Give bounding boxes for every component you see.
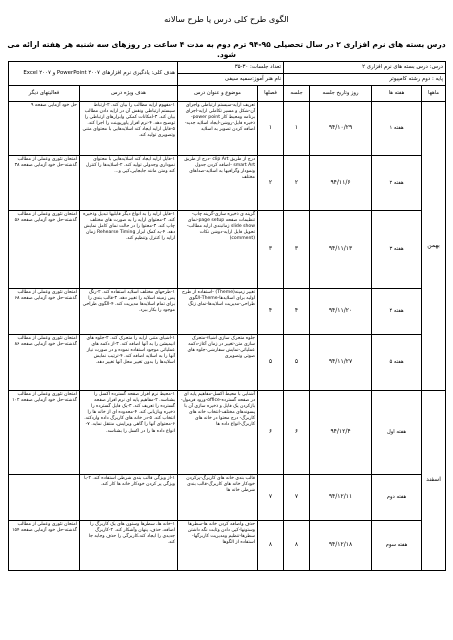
header-chapter: فصلها — [258, 86, 284, 102]
activities-cell: امتحان تئوری وعملی از مطالب گذشته-حل خود آزمایی صفحه ۱۰۲ — [9, 391, 80, 475]
table-header-row — [9, 86, 446, 102]
table-row — [9, 335, 446, 391]
topic-cell: گزینه ی ذخیره سازی-گزینه چاپ-تنظیمات صفحه page setup-نمای slide show زمانبندی ارایه مطالب-تحویل فایل ارایه-دوشن نکات (comment) — [178, 211, 258, 289]
session-cell: ۱ — [284, 102, 310, 156]
date-cell: ۹۴/۱۲/۱۸ — [310, 521, 372, 571]
header-activities: فعالیتهای دیگر — [9, 86, 80, 102]
chapter-cell: ۵ — [258, 335, 284, 391]
session-cell: ۸ — [284, 521, 310, 571]
grade-level: پایه : دوم رشته کامپیوتر — [284, 74, 446, 86]
course-name: درس: درس بسته های نرم افزاری ۲ — [284, 62, 446, 74]
week-cell: هفته دوم — [372, 475, 422, 521]
session-count: تعداد جلسات: ۳۰-۳۵ — [178, 62, 284, 74]
week-cell: هفته ۱ — [372, 102, 422, 156]
table-row — [9, 289, 446, 335]
date-cell: ۹۴/۱۱/۲۷ — [310, 335, 372, 391]
objective-cell: ۱-مفهوم ارایه مطالب را بیان کند. ۲-ارتباط سیستم ارتباطی ونقش آن در ارایه دادن مطالب بیان کند. ۳-امکانات کمکی وابزارهای ارتباطی را توضیح دهد. ۴-نرم افزار پاورپوینت را اجرا کند. ۵-قابل ارایه ایجاد کند اسلایدهایی با محتوای متنی وتصویری تولید کند. — [80, 102, 178, 156]
chapter-cell: ۳ — [258, 211, 284, 289]
lesson-plan-table — [8, 61, 446, 571]
session-cell: ۷ — [284, 475, 310, 521]
session-cell: ۵ — [284, 335, 310, 391]
activities-cell: امتحان تئوری وعملی از مطالب گذشته-حل خود آزمایی صفحه ۵۶ — [9, 211, 80, 289]
chapter-cell: ۱ — [258, 102, 284, 156]
date-cell: ۹۴/۱۱/۱۳ — [310, 211, 372, 289]
table-row — [9, 475, 446, 521]
chapter-cell: ۲ — [258, 156, 284, 211]
header-week: هفته ها — [372, 86, 422, 102]
header-objective: هدف ویژه درس — [80, 86, 178, 102]
objective-cell: ۱-از ویژگی قالب بندی شرطی استفاده کند. ۲-با ویژگی پر کردن خودکار خانه ها کار کند. — [80, 475, 178, 521]
table-row — [9, 211, 446, 289]
session-cell: ۳ — [284, 211, 310, 289]
date-cell: ۹۴/۱۲/۴ — [310, 391, 372, 475]
date-cell: ۹۴/۱۲/۱۱ — [310, 475, 372, 521]
objective-cell: ۱-محیط نرم افزار صفحه گسترده اکسل را بشناسد. ۲-مفاهیم پایه ای نرم افزار صفحه گسترده را تعریف کند. ۳-یک فایل گسترده را ذخیره وبازیابی کند. ۴-محدوده ای از خانه ها را انتخاب کند. ۵-در خانه های کاربرگ داده واردکند. ۶-محتوای آنها را گاهی ویرایش، منتقل نماید. ۷-انواع داده ها را در اکسل را بشناسد. — [80, 391, 178, 475]
month-cell-esfand: اسفند — [422, 391, 446, 571]
date-cell: ۹۴/۱۱/۶ — [310, 156, 372, 211]
topic-cell: تغییر زمینه(Theme) -استفاده از طرح اولیه برای اسلایدها-Theme-الگوی طراحی-مدیریت اسلایدها-نمای زنگ — [178, 289, 258, 335]
topic-cell: حذف واضافه کردن خانه ها-سطرها وستونها-کپی دادن وثابت نگه داشتن سطرها-تنظیم ومدیریت کاربرگها-استفاده از الگوها — [178, 521, 258, 571]
week-cell: هفته ۲ — [372, 156, 422, 211]
topic-cell: درج از طریق clip Art -درج از طریق smart Art -اضافه کردن جدول ونمودار وگرافیها به اسلاید-صداهای مختلف — [178, 156, 258, 211]
table-row — [9, 521, 446, 571]
teacher-name: نام هنر آموز:سمیه سیفی — [178, 74, 284, 86]
activities-cell: امتحان تئوری وعملی از مطالب گذشته-حل خود آزمایی صفحه ۱۵۴ — [9, 521, 80, 571]
page-title: الگوی طرح کلی درس یا طرح سالانه — [164, 14, 289, 24]
objective-cell: ۱-فایل ارایه را به انواع دیگر قابلیها تبدیل وذخیره کند. ۲-محتوای ارایه را به صورت های مختلف چاپ کند. ۳-محتوا را در حالت نمای کامل نمایش دهد. ۴-به کمک ابزار Rehearse Timing زمان ارایه را کنترل وتنظیم کند. — [80, 211, 178, 289]
topic-cell: آشنایی با محیط اکسل-مفاهیم پایه ای در صفحه گسترده-office-ورود فرمول-بازکردن یک فایل و ذخیره سازی آن با پسوندهای مختلف-انتخاب خانه های کاربرگ- درج محتوا در خانه های کاربرگ-انواع داده ها — [178, 391, 258, 475]
page-subtitle: درس بسته های نرم افزاری ۲ در سال تحصیلی ۹۵-۹۴ ترم دوم به مدت ۴ ساعت در روزهای سه شنبه هر هفته ارائه می شود. — [7, 40, 446, 59]
table-row — [9, 391, 446, 475]
activities-cell: امتحان تئوری وعملی از مطالب گذشته-حل خود آزمایی صفحه ۶۸ — [9, 289, 80, 335]
week-cell: هفته ۳ — [372, 211, 422, 289]
header-session: جلسه — [284, 86, 310, 102]
header-date: روز وتاریخ جلسه — [310, 86, 372, 102]
table-row — [9, 156, 446, 211]
topic-cell: تعریف ارایه-سیستم ارتباطی واجزای آن-شکل و مسیر تکاملی ارایه-اجزای برنامه ومحیط کار power point-ذخیره فایل-روشن-ایجاد اسلاید جدید-اضافه کردن تصویر به اسلاید — [178, 102, 258, 156]
week-cell: هفته ۴ — [372, 289, 422, 335]
week-cell: هفته سوم — [372, 521, 422, 571]
table-row — [9, 102, 446, 156]
info-row-1 — [9, 62, 446, 74]
activities-cell: حل خود آزمایی صفحه ۹ — [9, 102, 80, 156]
session-cell: ۲ — [284, 156, 310, 211]
activities-cell: امتحان تئوری وعملی از مطالب گذشته-حل خود آزمایی صفحه ۳۸ — [9, 156, 80, 211]
header-month: ماهها — [422, 86, 446, 102]
objective-cell: ۱-طرحهای مختلف اسلاید استفاده کند. ۲-رنگ پس زمینه اسلاید را تغییر دهد. ۳-قالب بندی را برای تمام اسلایدها مدیریت کند. ۴-الگوی طراحی موجود را بکار ببرد. — [80, 289, 178, 335]
objective-cell: ۱-خانه ها، سطرها وستون های یک کاربرگ را اضافه، حذف، پنهان وآشکار کند. ۲-کاربرگ جدیدی را ایجاد کند،کاربرگی را حذف وجابه جا کند. — [80, 521, 178, 571]
session-cell: ۴ — [284, 289, 310, 335]
date-cell: ۹۴/۱۰/۲۹ — [310, 102, 372, 156]
topic-cell: جلوه متحرک سازی اشیاء-متحرک سازی متن-تغییر در زمان آغاز-دکمه عملیاتی-نمایش سفارشی-جلوه های صوتی وتصویری — [178, 335, 258, 391]
session-cell: ۶ — [284, 391, 310, 475]
header-topic: موضوع و عنوان درس — [178, 86, 258, 102]
chapter-cell: ۶ — [258, 391, 284, 475]
month-cell-bahman: بهمن — [422, 102, 446, 391]
chapter-cell: ۴ — [258, 289, 284, 335]
objective-cell: ۱-اشیای متنی ارایه را متحرک کند. ۲-جلوه های انیمیشن را به آنها اضافه کند. ۳-از دکمه های عملیاتی موجود استفاده نموده و در صورت نیاز آنها را به اسلاید اضافه کند. ۴-ترتیب نمایش اسلایدها را بدون تغییر محل آنها تغییر دهد. — [80, 335, 178, 391]
objective-cell: ۱-فایل ارایه ایجاد کند اسلایدهایی با محتوای نموداری وجدولی تولید کند. ۲-اسلایدها را کنترل کند ومتن مانند جابجایی،کپی و... — [80, 156, 178, 211]
activities-cell — [9, 475, 80, 521]
course-goal: هدف کلی: یادگیری نرم افزارهای PowerPoint ۲۰۰۷ و Excel ۲۰۰۷ — [9, 62, 178, 86]
activities-cell: امتحان تئوری وعملی از مطالب گذشته-حل خود آزمایی صفحه ۸۶ — [9, 335, 80, 391]
week-cell: هفته اول — [372, 391, 422, 475]
chapter-cell: ۸ — [258, 521, 284, 571]
chapter-cell: ۷ — [258, 475, 284, 521]
date-cell: ۹۴/۱۱/۲۰ — [310, 289, 372, 335]
topic-cell: قالب بندی خانه های کاربرگ-پرکردن خودکار خانه های کاربرگ-قالب بندی شرطی خانه ها — [178, 475, 258, 521]
week-cell: هفته ۵ — [372, 335, 422, 391]
